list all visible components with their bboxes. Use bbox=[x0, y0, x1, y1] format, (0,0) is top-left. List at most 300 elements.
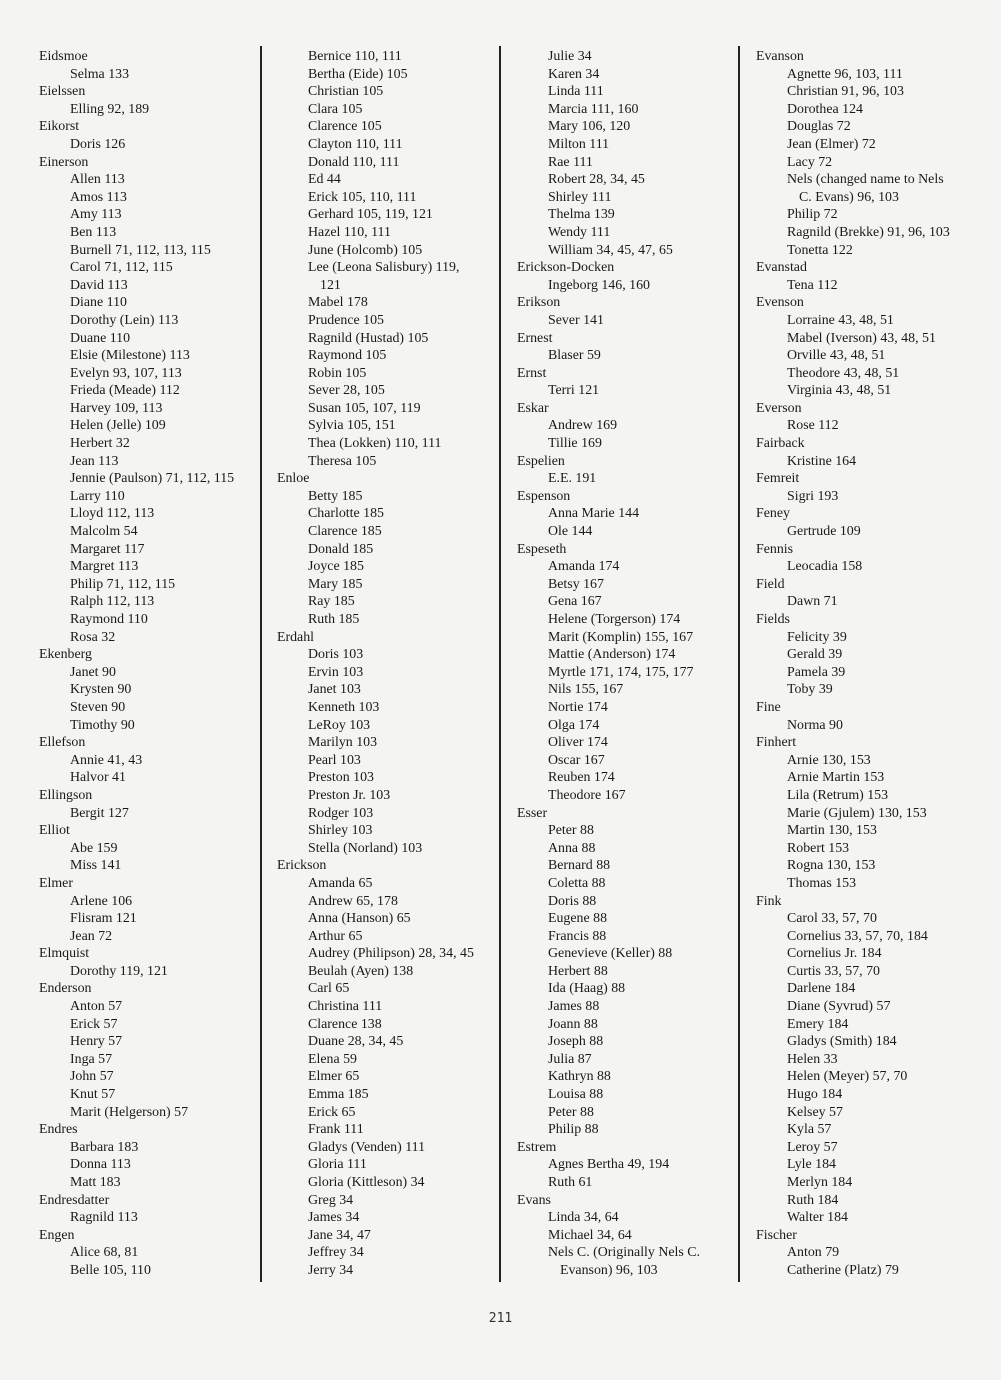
given-name-entry: Timothy 90 bbox=[70, 717, 135, 733]
given-name-entry: Elsie (Milestone) 113 bbox=[70, 348, 190, 364]
given-name-entry: Orville 43, 48, 51 bbox=[787, 348, 886, 364]
given-name-entry: James 34 bbox=[308, 1210, 360, 1226]
index-entry bbox=[756, 611, 996, 699]
surname-heading: Femreit bbox=[756, 471, 800, 487]
given-name-entry: Philip 71, 112, 115 bbox=[70, 576, 176, 592]
given-name-entry: Philip 72 bbox=[787, 207, 838, 223]
given-name-entry: Charlotte 185 bbox=[308, 506, 384, 522]
given-name-entry: Anna Marie 144 bbox=[548, 506, 640, 522]
given-name-entry: Milton 111 bbox=[548, 136, 610, 152]
given-name-entry: James 88 bbox=[548, 999, 600, 1015]
given-name-entry: Miss 141 bbox=[70, 858, 122, 874]
given-name-entry: Theodore 43, 48, 51 bbox=[787, 365, 900, 381]
given-name-entry: Elmer 65 bbox=[308, 1069, 360, 1085]
given-name-entry: Curtis 33, 57, 70 bbox=[787, 963, 880, 979]
given-name-entry: Mabel 178 bbox=[308, 295, 368, 311]
given-name-entry: Nortie 174 bbox=[548, 699, 608, 715]
given-name-entry: Dorothy (Lein) 113 bbox=[70, 312, 179, 328]
given-name-entry: Karen 34 bbox=[548, 66, 600, 82]
index-entry bbox=[39, 646, 254, 734]
surname-heading: Finhert bbox=[756, 735, 797, 751]
given-name-entry: Lacy 72 bbox=[787, 154, 833, 170]
index-entry bbox=[756, 435, 996, 470]
given-name-entry: Doris 88 bbox=[548, 893, 597, 909]
given-name-entry: Susan 105, 107, 119 bbox=[308, 400, 421, 416]
given-name-entry: Ralph 112, 113 bbox=[70, 594, 155, 610]
index-entry bbox=[517, 259, 735, 294]
given-name-entry: William 34, 45, 47, 65 bbox=[548, 242, 673, 258]
surname-heading: Einerson bbox=[39, 154, 89, 170]
given-name-entry: June (Holcomb) 105 bbox=[308, 242, 423, 258]
given-name-entry: Jeffrey 34 bbox=[308, 1245, 364, 1261]
given-name-entry: Amanda 174 bbox=[548, 559, 620, 575]
given-name-entry: Bernard 88 bbox=[548, 858, 611, 874]
given-name-entry: Ruth 61 bbox=[548, 1175, 593, 1190]
given-name-entry: Hazel 110, 111 bbox=[308, 224, 391, 240]
given-name-entry: Betty 185 bbox=[308, 488, 363, 504]
index-column-1 bbox=[39, 48, 254, 1280]
surname-heading: Endresdatter bbox=[39, 1192, 110, 1208]
given-name-entry: Betsy 167 bbox=[548, 576, 604, 592]
surname-heading: Everson bbox=[756, 400, 802, 416]
given-name-entry: Ruth 184 bbox=[787, 1192, 839, 1208]
given-name-entry: Gloria (Kittleson) 34 bbox=[308, 1175, 425, 1190]
index-column-4 bbox=[756, 48, 996, 1280]
given-name-entry: Donald 110, 111 bbox=[308, 154, 400, 170]
given-name-entry: Linda 34, 64 bbox=[548, 1210, 619, 1226]
given-name-entry: Peter 88 bbox=[548, 1104, 594, 1120]
given-name-entry: Cornelius 33, 57, 70, 184 bbox=[787, 928, 928, 944]
given-name-entry: Gerald 39 bbox=[787, 647, 843, 663]
given-name-entry: Rae 111 bbox=[548, 154, 593, 170]
given-name-entry: Matt 183 bbox=[70, 1175, 121, 1190]
given-name-entry: Harvey 109, 113 bbox=[70, 400, 163, 416]
given-name-entry: Lee (Leona Salisbury) 119, 121 bbox=[308, 260, 460, 293]
given-name-entry: Nels C. (Originally Nels C. Evanson) 96, 103 bbox=[548, 1245, 701, 1278]
index-entry bbox=[39, 734, 254, 787]
given-name-entry: Gloria 111 bbox=[308, 1157, 367, 1173]
surname-heading: Fine bbox=[756, 699, 781, 715]
surname-heading: Fischer bbox=[756, 1227, 797, 1243]
given-name-entry: Norma 90 bbox=[787, 717, 843, 733]
index-entry bbox=[517, 400, 735, 453]
column-divider bbox=[499, 46, 501, 1282]
index-entry bbox=[756, 541, 996, 576]
given-name-entry: Oliver 174 bbox=[548, 735, 608, 751]
index-entry bbox=[756, 576, 996, 611]
given-name-entry: Andrew 65, 178 bbox=[308, 893, 398, 909]
given-name-entry: Frieda (Meade) 112 bbox=[70, 383, 180, 399]
given-name-entry: Annie 41, 43 bbox=[70, 752, 143, 768]
surname-heading: Erdahl bbox=[277, 629, 315, 645]
given-name-entry: Blaser 59 bbox=[548, 348, 601, 364]
given-name-entry: Joseph 88 bbox=[548, 1034, 604, 1050]
given-name-entry: Kelsey 57 bbox=[787, 1104, 843, 1120]
given-name-entry: Jane 34, 47 bbox=[308, 1227, 371, 1243]
given-name-entry: Sylvia 105, 151 bbox=[308, 418, 396, 434]
given-name-entry: Allen 113 bbox=[70, 172, 125, 188]
given-name-entry: Krysten 90 bbox=[70, 682, 132, 698]
given-name-entry: Ida (Haag) 88 bbox=[548, 981, 626, 997]
given-name-entry: Anna 88 bbox=[548, 840, 596, 856]
index-entry bbox=[517, 541, 735, 805]
given-name-entry: Diane 110 bbox=[70, 295, 127, 311]
surname-heading: Esser bbox=[517, 805, 548, 821]
given-name-entry: Theodore 167 bbox=[548, 787, 626, 803]
given-name-entry: Jerry 34 bbox=[308, 1262, 354, 1278]
index-entry bbox=[517, 365, 735, 400]
surname-heading: Ekenberg bbox=[39, 647, 92, 663]
given-name-entry: Selma 133 bbox=[70, 66, 130, 82]
given-name-entry: Elena 59 bbox=[308, 1051, 357, 1067]
given-name-entry: Kristine 164 bbox=[787, 453, 857, 469]
given-name-entry: Thelma 139 bbox=[548, 207, 615, 223]
given-name-entry: Toby 39 bbox=[787, 682, 833, 698]
given-name-entry: Helene (Torgerson) 174 bbox=[548, 612, 681, 627]
given-name-entry: Flisram 121 bbox=[70, 911, 137, 927]
given-name-entry: Alice 68, 81 bbox=[70, 1245, 139, 1261]
surname-heading: Elmer bbox=[39, 875, 73, 891]
given-name-entry: Sigri 193 bbox=[787, 488, 839, 504]
index-entry bbox=[756, 893, 996, 1227]
given-name-entry: Agnes Bertha 49, 194 bbox=[548, 1157, 670, 1173]
given-name-entry: Bernice 110, 111 bbox=[308, 49, 402, 64]
index-entry bbox=[39, 875, 254, 945]
surname-heading: Fennis bbox=[756, 541, 794, 557]
given-name-entry: Bergit 127 bbox=[70, 805, 129, 821]
given-name-entry: Kathryn 88 bbox=[548, 1069, 611, 1085]
given-name-entry: Myrtle 171, 174, 175, 177 bbox=[548, 664, 694, 680]
surname-heading: Estrem bbox=[517, 1139, 557, 1155]
given-name-entry: Ben 113 bbox=[70, 224, 117, 240]
given-name-entry: Clarence 185 bbox=[308, 524, 382, 540]
index-entry bbox=[517, 1139, 735, 1192]
given-name-entry: Wendy 111 bbox=[548, 224, 611, 240]
given-name-entry: Arnie Martin 153 bbox=[787, 770, 885, 786]
given-name-entry: Martin 130, 153 bbox=[787, 823, 877, 839]
index-entry bbox=[39, 154, 254, 647]
given-name-entry: Larry 110 bbox=[70, 488, 125, 504]
given-name-entry: Tena 112 bbox=[787, 277, 838, 293]
given-name-entry: Helen (Meyer) 57, 70 bbox=[787, 1069, 908, 1085]
given-name-entry: Preston Jr. 103 bbox=[308, 787, 391, 803]
given-name-entry: Douglas 72 bbox=[787, 119, 851, 135]
given-name-entry: Prudence 105 bbox=[308, 312, 384, 328]
surname-heading: Eskar bbox=[517, 400, 549, 416]
given-name-entry: Amy 113 bbox=[70, 207, 122, 223]
given-name-entry: Carol 71, 112, 115 bbox=[70, 260, 173, 276]
given-name-entry: Nils 155, 167 bbox=[548, 682, 624, 698]
given-name-entry: Mary 106, 120 bbox=[548, 119, 631, 135]
index-entry bbox=[756, 259, 996, 294]
surname-heading: Field bbox=[756, 576, 785, 592]
surname-heading: Eidsmoe bbox=[39, 49, 88, 64]
given-name-entry: Dawn 71 bbox=[787, 594, 838, 610]
given-name-entry: Thomas 153 bbox=[787, 875, 857, 891]
given-name-entry: Malcolm 54 bbox=[70, 524, 138, 540]
surname-heading: Fink bbox=[756, 893, 782, 909]
given-name-entry: Henry 57 bbox=[70, 1034, 123, 1050]
given-name-entry: Merlyn 184 bbox=[787, 1175, 853, 1190]
given-name-entry: Diane (Syvrud) 57 bbox=[787, 999, 891, 1015]
surname-heading: Elliot bbox=[39, 823, 70, 839]
index-entry bbox=[517, 48, 735, 259]
given-name-entry: Christian 91, 96, 103 bbox=[787, 84, 904, 100]
given-name-entry: Stella (Norland) 103 bbox=[308, 840, 423, 856]
index-entry bbox=[756, 48, 996, 259]
given-name-entry: Marit (Komplin) 155, 167 bbox=[548, 629, 694, 645]
given-name-entry: Anna (Hanson) 65 bbox=[308, 911, 411, 927]
given-name-entry: Thea (Lokken) 110, 111 bbox=[308, 436, 442, 452]
given-name-entry: Peter 88 bbox=[548, 823, 594, 839]
given-name-entry: Inga 57 bbox=[70, 1051, 113, 1067]
given-name-entry: Jean (Elmer) 72 bbox=[787, 136, 876, 152]
given-name-entry: Frank 111 bbox=[308, 1122, 364, 1138]
surname-heading: Engen bbox=[39, 1227, 75, 1243]
given-name-entry: Duane 110 bbox=[70, 330, 131, 346]
given-name-entry: E.E. 191 bbox=[548, 471, 597, 487]
surname-heading: Ellefson bbox=[39, 735, 86, 751]
surname-heading: Erickson bbox=[277, 858, 327, 874]
given-name-entry: Doris 103 bbox=[308, 647, 364, 663]
index-entry bbox=[756, 699, 996, 734]
given-name-entry: Barbara 183 bbox=[70, 1139, 139, 1155]
given-name-entry: Ervin 103 bbox=[308, 664, 364, 680]
given-name-entry: Rosa 32 bbox=[70, 629, 116, 645]
given-name-entry: Dorothy 119, 121 bbox=[70, 963, 168, 979]
index-entry bbox=[517, 330, 735, 365]
given-name-entry: Erick 105, 110, 111 bbox=[308, 189, 417, 205]
given-name-entry: Theresa 105 bbox=[308, 453, 377, 469]
given-name-entry: Shirley 111 bbox=[548, 189, 612, 205]
given-name-entry: Eugene 88 bbox=[548, 911, 608, 927]
given-name-entry: Beulah (Ayen) 138 bbox=[308, 963, 414, 979]
given-name-entry: Rodger 103 bbox=[308, 805, 374, 821]
given-name-entry: Ray 185 bbox=[308, 594, 355, 610]
given-name-entry: Sever 28, 105 bbox=[308, 383, 385, 399]
given-name-entry: Knut 57 bbox=[70, 1087, 116, 1103]
given-name-entry: Clarence 138 bbox=[308, 1016, 382, 1032]
surname-heading: Ernst bbox=[517, 365, 547, 381]
given-name-entry: Gladys (Venden) 111 bbox=[308, 1139, 426, 1155]
given-name-entry: Marit (Helgerson) 57 bbox=[70, 1104, 189, 1120]
index-entry bbox=[756, 400, 996, 435]
given-name-entry: Linda 111 bbox=[548, 84, 604, 100]
given-name-entry: Andrew 169 bbox=[548, 418, 618, 434]
given-name-entry: Ragnild 113 bbox=[70, 1210, 138, 1226]
given-name-entry: Arlene 106 bbox=[70, 893, 133, 909]
given-name-entry: Janet 90 bbox=[70, 664, 116, 680]
given-name-entry: Julia 87 bbox=[548, 1051, 592, 1067]
index-entry bbox=[39, 118, 254, 153]
given-name-entry: Helen (Jelle) 109 bbox=[70, 418, 166, 434]
index-entry bbox=[39, 1192, 254, 1227]
given-name-entry: Darlene 184 bbox=[787, 981, 856, 997]
given-name-entry: Ole 144 bbox=[548, 524, 593, 540]
given-name-entry: Mabel (Iverson) 43, 48, 51 bbox=[787, 330, 936, 346]
index-entry bbox=[277, 629, 495, 858]
surname-heading: Erikson bbox=[517, 295, 561, 311]
surname-heading: Ernest bbox=[517, 330, 553, 346]
given-name-entry: Doris 126 bbox=[70, 136, 126, 152]
given-name-entry: Shirley 103 bbox=[308, 823, 373, 839]
given-name-entry: Michael 34, 64 bbox=[548, 1227, 632, 1243]
given-name-entry: Olga 174 bbox=[548, 717, 600, 733]
given-name-entry: Ragnild (Hustad) 105 bbox=[308, 330, 429, 346]
surname-heading: Evans bbox=[517, 1192, 551, 1208]
page-number: 211 bbox=[488, 1311, 513, 1326]
surname-heading: Erickson-Docken bbox=[517, 260, 615, 276]
given-name-entry: Pamela 39 bbox=[787, 664, 846, 680]
given-name-entry: Janet 103 bbox=[308, 682, 361, 698]
given-name-entry: Raymond 105 bbox=[308, 348, 387, 364]
given-name-entry: Rose 112 bbox=[787, 418, 839, 434]
given-name-entry: Anton 57 bbox=[70, 999, 123, 1015]
given-name-entry: Reuben 174 bbox=[548, 770, 615, 786]
given-name-entry: Catherine (Platz) 79 bbox=[787, 1262, 899, 1278]
index-entry bbox=[756, 294, 996, 400]
index-entry bbox=[517, 1192, 735, 1280]
given-name-entry: Julie 34 bbox=[548, 49, 592, 64]
surname-heading: Fields bbox=[756, 612, 790, 627]
index-entry bbox=[756, 505, 996, 540]
given-name-entry: Felicity 39 bbox=[787, 629, 847, 645]
given-name-entry: Herbert 88 bbox=[548, 963, 608, 979]
given-name-entry: Donna 113 bbox=[70, 1157, 131, 1173]
given-name-entry: Lyle 184 bbox=[787, 1157, 836, 1173]
given-name-entry: Marcia 111, 160 bbox=[548, 101, 639, 117]
given-name-entry: Philip 88 bbox=[548, 1122, 599, 1138]
index-entry bbox=[517, 488, 735, 541]
index-column-3 bbox=[517, 48, 735, 1280]
surname-heading: Evenson bbox=[756, 295, 804, 311]
given-name-entry: Helen 33 bbox=[787, 1051, 838, 1067]
given-name-entry: Kenneth 103 bbox=[308, 699, 380, 715]
index-entry bbox=[39, 945, 254, 980]
given-name-entry: Ragnild (Brekke) 91, 96, 103 bbox=[787, 224, 950, 240]
surname-heading: Ellingson bbox=[39, 787, 93, 803]
given-name-entry: David 113 bbox=[70, 277, 128, 293]
given-name-entry: Robin 105 bbox=[308, 365, 367, 381]
given-name-entry: Lila (Retrum) 153 bbox=[787, 787, 889, 803]
given-name-entry: Carl 65 bbox=[308, 981, 350, 997]
given-name-entry: Leroy 57 bbox=[787, 1139, 838, 1155]
given-name-entry: Joyce 185 bbox=[308, 559, 364, 575]
given-name-entry: Burnell 71, 112, 113, 115 bbox=[70, 242, 211, 258]
given-name-entry: Rogna 130, 153 bbox=[787, 858, 876, 874]
index-entry bbox=[517, 294, 735, 329]
given-name-entry: Greg 34 bbox=[308, 1192, 354, 1208]
given-name-entry: Robert 153 bbox=[787, 840, 850, 856]
given-name-entry: Mattie (Anderson) 174 bbox=[548, 647, 676, 663]
given-name-entry: Joann 88 bbox=[548, 1016, 598, 1032]
surname-heading: Espeseth bbox=[517, 541, 567, 557]
given-name-entry: Sever 141 bbox=[548, 312, 604, 328]
given-name-entry: Ingeborg 146, 160 bbox=[548, 277, 650, 293]
index-entry bbox=[39, 822, 254, 875]
given-name-entry: Lorraine 43, 48, 51 bbox=[787, 312, 894, 328]
given-name-entry: Walter 184 bbox=[787, 1210, 848, 1226]
given-name-entry: Clarence 105 bbox=[308, 119, 382, 135]
given-name-entry: LeRoy 103 bbox=[308, 717, 371, 733]
given-name-entry: Herbert 32 bbox=[70, 436, 130, 452]
given-name-entry: Jean 72 bbox=[70, 928, 113, 944]
surname-heading: Fairback bbox=[756, 436, 805, 452]
given-name-entry: Evelyn 93, 107, 113 bbox=[70, 365, 182, 381]
given-name-entry: Elling 92, 189 bbox=[70, 101, 150, 117]
given-name-entry: Raymond 110 bbox=[70, 612, 148, 627]
given-name-entry: Marilyn 103 bbox=[308, 735, 378, 751]
given-name-entry: Margaret 117 bbox=[70, 541, 145, 557]
given-name-entry: Jean 113 bbox=[70, 453, 119, 469]
given-name-entry: Jennie (Paulson) 71, 112, 115 bbox=[70, 471, 235, 487]
given-name-entry: Francis 88 bbox=[548, 928, 607, 944]
given-name-entry: Bertha (Eide) 105 bbox=[308, 66, 408, 82]
index-entry bbox=[517, 453, 735, 488]
given-name-entry: Donald 185 bbox=[308, 541, 374, 557]
surname-heading: Enderson bbox=[39, 981, 92, 997]
given-name-entry: Gerhard 105, 119, 121 bbox=[308, 207, 433, 223]
given-name-entry: Amanda 65 bbox=[308, 875, 373, 891]
given-name-entry: Cornelius Jr. 184 bbox=[787, 946, 882, 962]
given-name-entry: Emma 185 bbox=[308, 1087, 369, 1103]
given-name-entry: Steven 90 bbox=[70, 699, 126, 715]
given-name-entry: Gena 167 bbox=[548, 594, 602, 610]
index-entry bbox=[277, 48, 495, 470]
index-entry bbox=[39, 83, 254, 118]
surname-heading: Eielssen bbox=[39, 84, 86, 100]
given-name-entry: Halvor 41 bbox=[70, 770, 126, 786]
given-name-entry: Ruth 185 bbox=[308, 612, 360, 627]
given-name-entry: Anton 79 bbox=[787, 1245, 840, 1261]
surname-heading: Espelien bbox=[517, 453, 565, 469]
index-entry bbox=[39, 787, 254, 822]
column-divider bbox=[738, 46, 740, 1282]
index-entry bbox=[39, 1227, 254, 1280]
given-name-entry: Leocadia 158 bbox=[787, 559, 863, 575]
given-name-entry: Genevieve (Keller) 88 bbox=[548, 946, 673, 962]
given-name-entry: Emery 184 bbox=[787, 1016, 849, 1032]
surname-heading: Espenson bbox=[517, 488, 571, 504]
index-entry bbox=[756, 470, 996, 505]
given-name-entry: Mary 185 bbox=[308, 576, 363, 592]
index-entry bbox=[277, 470, 495, 628]
given-name-entry: Ed 44 bbox=[308, 172, 341, 188]
index-entry bbox=[277, 857, 495, 1279]
given-name-entry: Gertrude 109 bbox=[787, 524, 861, 540]
given-name-entry: Carol 33, 57, 70 bbox=[787, 911, 877, 927]
given-name-entry: Christina 111 bbox=[308, 999, 383, 1015]
surname-heading: Endres bbox=[39, 1122, 78, 1138]
given-name-entry: Nels (changed name to Nels C. Evans) 96, 103 bbox=[787, 172, 944, 205]
given-name-entry: Erick 65 bbox=[308, 1104, 356, 1120]
given-name-entry: Lloyd 112, 113 bbox=[70, 506, 155, 522]
index-entry bbox=[756, 1227, 996, 1280]
surname-heading: Evanstad bbox=[756, 260, 807, 276]
given-name-entry: John 57 bbox=[70, 1069, 114, 1085]
given-name-entry: Robert 28, 34, 45 bbox=[548, 172, 645, 188]
given-name-entry: Dorothea 124 bbox=[787, 101, 863, 117]
surname-heading: Feney bbox=[756, 506, 790, 522]
column-divider bbox=[260, 46, 262, 1282]
index-entry bbox=[39, 980, 254, 1121]
given-name-entry: Hugo 184 bbox=[787, 1087, 843, 1103]
surname-heading: Eikorst bbox=[39, 119, 80, 135]
given-name-entry: Agnette 96, 103, 111 bbox=[787, 66, 903, 82]
index-entry bbox=[756, 734, 996, 892]
given-name-entry: Amos 113 bbox=[70, 189, 127, 205]
index-entry bbox=[39, 48, 254, 83]
